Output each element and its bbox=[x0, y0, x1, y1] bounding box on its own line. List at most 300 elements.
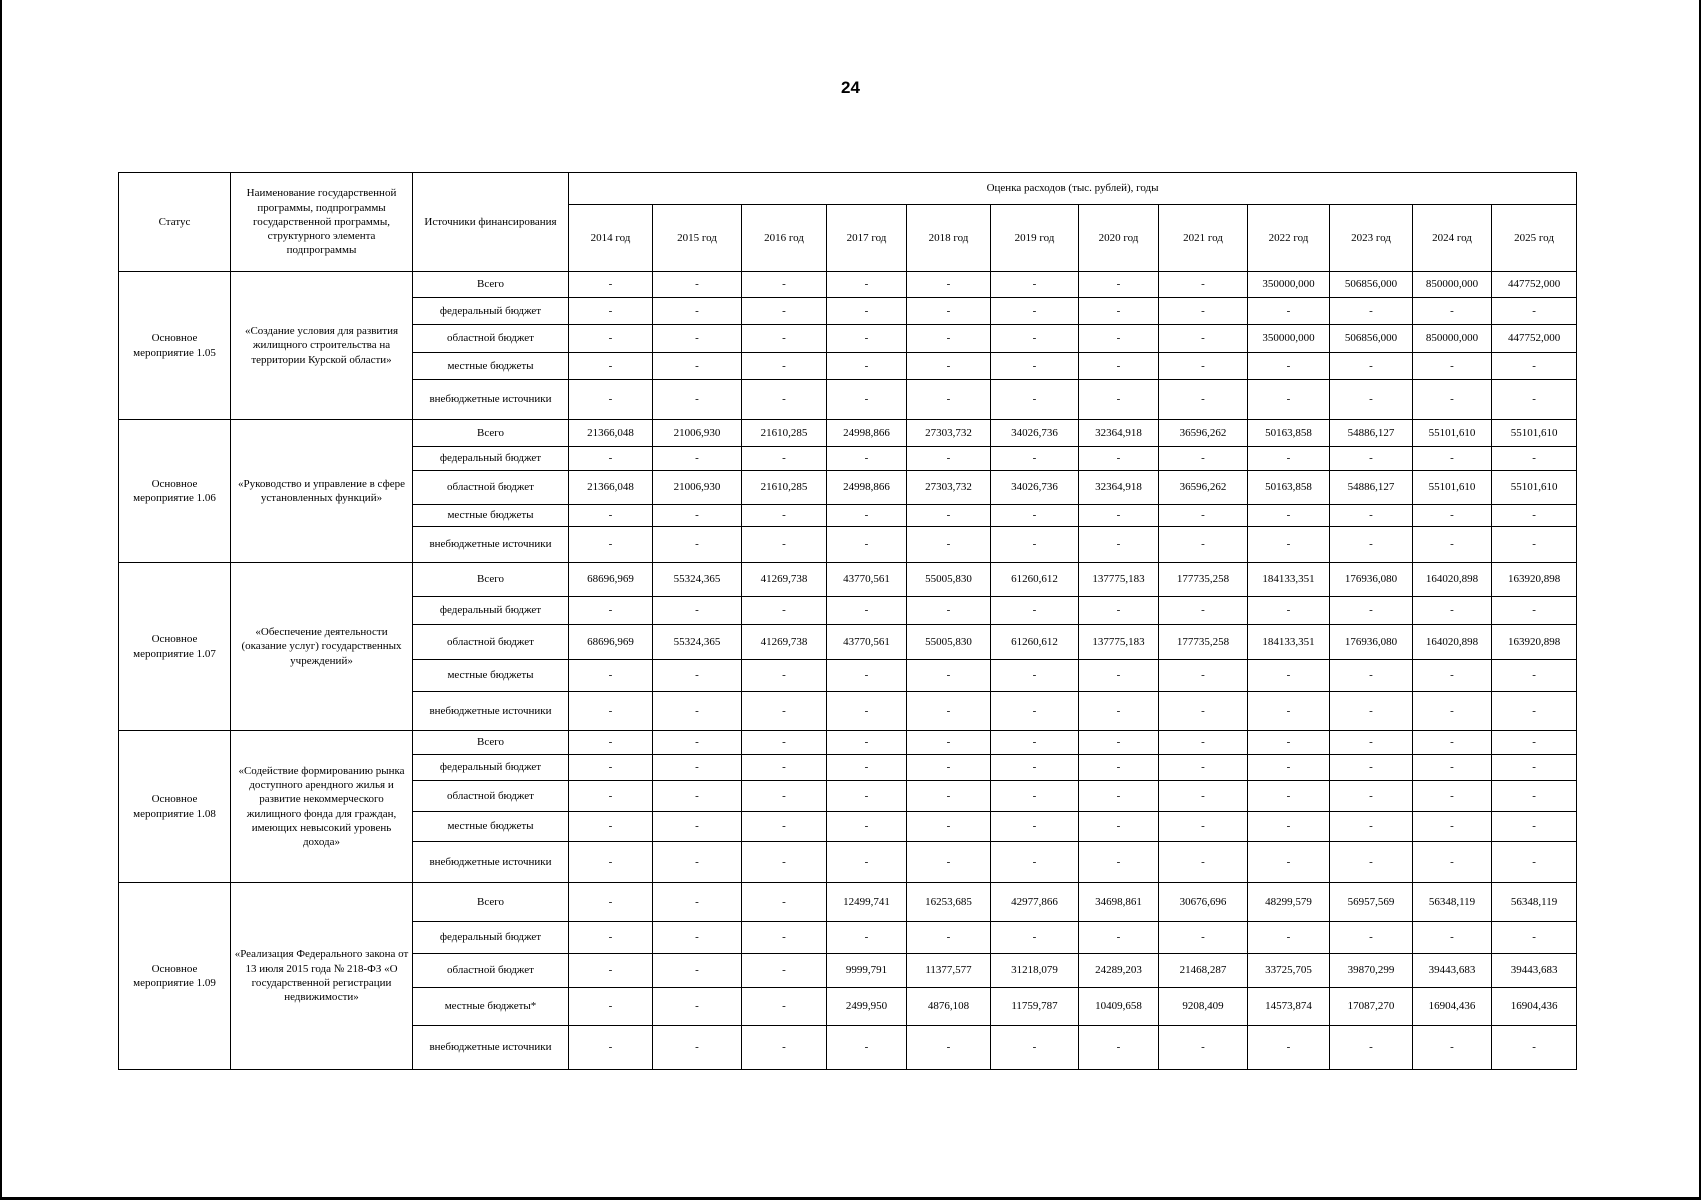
value-cell: - bbox=[1492, 842, 1577, 883]
value-cell: - bbox=[1413, 447, 1492, 471]
value-cell: 30676,696 bbox=[1159, 883, 1248, 922]
funding-source-cell: федеральный бюджет bbox=[413, 597, 569, 625]
value-cell: 447752,000 bbox=[1492, 272, 1577, 298]
value-cell: - bbox=[827, 527, 907, 563]
value-cell: - bbox=[1330, 922, 1413, 954]
value-cell: - bbox=[1413, 692, 1492, 731]
value-cell: 68696,969 bbox=[569, 563, 653, 597]
value-cell: 506856,000 bbox=[1330, 272, 1413, 298]
funding-source-cell: Всего bbox=[413, 883, 569, 922]
value-cell: - bbox=[827, 298, 907, 325]
value-cell: - bbox=[1159, 731, 1248, 755]
value-cell: - bbox=[1248, 527, 1330, 563]
value-cell: - bbox=[1492, 380, 1577, 420]
value-cell: 36596,262 bbox=[1159, 420, 1248, 447]
program-name-cell: «Руководство и управление в сфере установленных функций» bbox=[231, 420, 413, 563]
value-cell: - bbox=[653, 812, 742, 842]
value-cell: - bbox=[742, 692, 827, 731]
value-cell: 176936,080 bbox=[1330, 563, 1413, 597]
value-cell: - bbox=[653, 922, 742, 954]
value-cell: 50163,858 bbox=[1248, 471, 1330, 505]
funding-source-cell: Всего bbox=[413, 272, 569, 298]
header-estimate: Оценка расходов (тыс. рублей), годы bbox=[569, 173, 1577, 205]
value-cell: 24998,866 bbox=[827, 471, 907, 505]
header-year: 2019 год bbox=[991, 205, 1079, 272]
value-cell: - bbox=[1159, 755, 1248, 781]
value-cell: - bbox=[991, 298, 1079, 325]
value-cell: - bbox=[653, 842, 742, 883]
value-cell: - bbox=[1079, 447, 1159, 471]
value-cell: 21006,930 bbox=[653, 471, 742, 505]
table-row bbox=[119, 731, 1577, 755]
funding-source-cell: федеральный бюджет bbox=[413, 922, 569, 954]
value-cell: 506856,000 bbox=[1330, 325, 1413, 353]
value-cell: - bbox=[1159, 380, 1248, 420]
value-cell: - bbox=[1079, 380, 1159, 420]
value-cell: - bbox=[1079, 353, 1159, 380]
value-cell: 27303,732 bbox=[907, 471, 991, 505]
value-cell: - bbox=[907, 272, 991, 298]
value-cell: 177735,258 bbox=[1159, 563, 1248, 597]
value-cell: - bbox=[653, 527, 742, 563]
value-cell: 39443,683 bbox=[1492, 954, 1577, 988]
value-cell: - bbox=[1330, 298, 1413, 325]
value-cell: - bbox=[827, 272, 907, 298]
value-cell: - bbox=[907, 842, 991, 883]
value-cell: - bbox=[991, 731, 1079, 755]
value-cell: - bbox=[1330, 692, 1413, 731]
value-cell: 31218,079 bbox=[991, 954, 1079, 988]
value-cell: 34026,736 bbox=[991, 471, 1079, 505]
program-name-cell: «Реализация Федерального закона от 13 июля 2015 года № 218-ФЗ «О государственной регистрации недвижимости» bbox=[231, 883, 413, 1070]
value-cell: - bbox=[1330, 353, 1413, 380]
value-cell: - bbox=[1330, 755, 1413, 781]
value-cell: - bbox=[907, 781, 991, 812]
value-cell: - bbox=[1248, 731, 1330, 755]
value-cell: - bbox=[991, 660, 1079, 692]
program-name-cell: «Обеспечение деятельности (оказание услуг) государственных учреждений» bbox=[231, 563, 413, 731]
value-cell: - bbox=[1413, 597, 1492, 625]
value-cell: - bbox=[1330, 781, 1413, 812]
value-cell: - bbox=[742, 380, 827, 420]
value-cell: 56957,569 bbox=[1330, 883, 1413, 922]
value-cell: - bbox=[991, 781, 1079, 812]
value-cell: - bbox=[653, 272, 742, 298]
value-cell: - bbox=[653, 380, 742, 420]
value-cell: - bbox=[742, 883, 827, 922]
value-cell: 137775,183 bbox=[1079, 625, 1159, 660]
value-cell: - bbox=[827, 812, 907, 842]
value-cell: - bbox=[742, 922, 827, 954]
value-cell: 21468,287 bbox=[1159, 954, 1248, 988]
value-cell: - bbox=[1159, 298, 1248, 325]
value-cell: - bbox=[1330, 842, 1413, 883]
program-name-cell: «Содействие формированию рынка доступного арендного жилья и развитие некоммерческого жилищного фонда для граждан, имеющих невысокий уровень дохода» bbox=[231, 731, 413, 883]
value-cell: 9999,791 bbox=[827, 954, 907, 988]
value-cell: - bbox=[742, 988, 827, 1026]
value-cell: - bbox=[1248, 660, 1330, 692]
table-row bbox=[119, 883, 1577, 922]
value-cell: - bbox=[1079, 781, 1159, 812]
value-cell: - bbox=[1330, 447, 1413, 471]
value-cell: - bbox=[742, 505, 827, 527]
value-cell: - bbox=[653, 325, 742, 353]
value-cell: 36596,262 bbox=[1159, 471, 1248, 505]
value-cell: - bbox=[742, 755, 827, 781]
value-cell: - bbox=[1159, 597, 1248, 625]
header-year: 2020 год bbox=[1079, 205, 1159, 272]
value-cell: - bbox=[1492, 660, 1577, 692]
value-cell: - bbox=[1159, 842, 1248, 883]
value-cell: 2499,950 bbox=[827, 988, 907, 1026]
value-cell: - bbox=[991, 527, 1079, 563]
value-cell: - bbox=[653, 447, 742, 471]
value-cell: - bbox=[1079, 1026, 1159, 1070]
value-cell: 11377,577 bbox=[907, 954, 991, 988]
value-cell: 56348,119 bbox=[1492, 883, 1577, 922]
value-cell: 21006,930 bbox=[653, 420, 742, 447]
value-cell: - bbox=[1330, 527, 1413, 563]
header-year: 2025 год bbox=[1492, 205, 1577, 272]
value-cell: 43770,561 bbox=[827, 625, 907, 660]
value-cell: - bbox=[1079, 272, 1159, 298]
funding-source-cell: Всего bbox=[413, 731, 569, 755]
value-cell: - bbox=[569, 988, 653, 1026]
value-cell: 447752,000 bbox=[1492, 325, 1577, 353]
funding-source-cell: местные бюджеты* bbox=[413, 988, 569, 1026]
header-year: 2021 год bbox=[1159, 205, 1248, 272]
value-cell: 41269,738 bbox=[742, 563, 827, 597]
value-cell: - bbox=[1492, 1026, 1577, 1070]
value-cell: 55101,610 bbox=[1492, 471, 1577, 505]
value-cell: - bbox=[1492, 527, 1577, 563]
value-cell: 850000,000 bbox=[1413, 325, 1492, 353]
value-cell: 39443,683 bbox=[1413, 954, 1492, 988]
value-cell: - bbox=[1413, 1026, 1492, 1070]
value-cell: - bbox=[569, 883, 653, 922]
value-cell: - bbox=[1492, 731, 1577, 755]
value-cell: - bbox=[1330, 380, 1413, 420]
page-edge-left bbox=[0, 0, 2, 1200]
value-cell: - bbox=[827, 505, 907, 527]
value-cell: - bbox=[907, 597, 991, 625]
value-cell: - bbox=[827, 922, 907, 954]
funding-source-cell: федеральный бюджет bbox=[413, 447, 569, 471]
value-cell: - bbox=[1159, 692, 1248, 731]
header-year: 2017 год bbox=[827, 205, 907, 272]
value-cell: 350000,000 bbox=[1248, 325, 1330, 353]
value-cell: - bbox=[1248, 692, 1330, 731]
value-cell: - bbox=[1413, 380, 1492, 420]
funding-source-cell: внебюджетные источники bbox=[413, 842, 569, 883]
value-cell: 61260,612 bbox=[991, 625, 1079, 660]
value-cell: - bbox=[569, 1026, 653, 1070]
value-cell: 16904,436 bbox=[1492, 988, 1577, 1026]
value-cell: - bbox=[653, 1026, 742, 1070]
value-cell: - bbox=[653, 353, 742, 380]
value-cell: - bbox=[1248, 597, 1330, 625]
value-cell: - bbox=[569, 527, 653, 563]
value-cell: 24289,203 bbox=[1079, 954, 1159, 988]
value-cell: - bbox=[1159, 812, 1248, 842]
value-cell: - bbox=[1248, 380, 1330, 420]
value-cell: 54886,127 bbox=[1330, 471, 1413, 505]
value-cell: - bbox=[569, 842, 653, 883]
value-cell: 33725,705 bbox=[1248, 954, 1330, 988]
program-name-cell: «Создание условия для развития жилищного строительства на территории Курской области» bbox=[231, 272, 413, 420]
value-cell: - bbox=[827, 380, 907, 420]
value-cell: 41269,738 bbox=[742, 625, 827, 660]
value-cell: 54886,127 bbox=[1330, 420, 1413, 447]
value-cell: - bbox=[569, 505, 653, 527]
value-cell: - bbox=[742, 527, 827, 563]
value-cell: 55101,610 bbox=[1492, 420, 1577, 447]
value-cell: - bbox=[742, 1026, 827, 1070]
funding-source-cell: Всего bbox=[413, 563, 569, 597]
status-cell: Основное мероприятие 1.05 bbox=[119, 272, 231, 420]
value-cell: - bbox=[1079, 731, 1159, 755]
value-cell: - bbox=[907, 298, 991, 325]
value-cell: - bbox=[742, 781, 827, 812]
value-cell: - bbox=[1413, 527, 1492, 563]
value-cell: - bbox=[1330, 812, 1413, 842]
value-cell: - bbox=[569, 597, 653, 625]
value-cell: - bbox=[1079, 298, 1159, 325]
value-cell: - bbox=[1079, 597, 1159, 625]
value-cell: - bbox=[907, 353, 991, 380]
header-year: 2024 год bbox=[1413, 205, 1492, 272]
value-cell: - bbox=[569, 380, 653, 420]
value-cell: 32364,918 bbox=[1079, 471, 1159, 505]
value-cell: - bbox=[1159, 272, 1248, 298]
value-cell: - bbox=[1330, 660, 1413, 692]
value-cell: - bbox=[991, 755, 1079, 781]
header-status: Статус bbox=[119, 173, 231, 272]
value-cell: - bbox=[1248, 842, 1330, 883]
value-cell: - bbox=[1413, 731, 1492, 755]
value-cell: - bbox=[569, 731, 653, 755]
value-cell: - bbox=[742, 353, 827, 380]
value-cell: 24998,866 bbox=[827, 420, 907, 447]
value-cell: - bbox=[1159, 1026, 1248, 1070]
value-cell: 61260,612 bbox=[991, 563, 1079, 597]
value-cell: - bbox=[1492, 353, 1577, 380]
value-cell: 43770,561 bbox=[827, 563, 907, 597]
funding-source-cell: внебюджетные источники bbox=[413, 527, 569, 563]
value-cell: 350000,000 bbox=[1248, 272, 1330, 298]
value-cell: - bbox=[569, 325, 653, 353]
value-cell: - bbox=[827, 447, 907, 471]
value-cell: - bbox=[907, 755, 991, 781]
funding-source-cell: областной бюджет bbox=[413, 954, 569, 988]
value-cell: - bbox=[827, 353, 907, 380]
value-cell: - bbox=[569, 954, 653, 988]
value-cell: - bbox=[569, 272, 653, 298]
value-cell: - bbox=[1330, 731, 1413, 755]
value-cell: - bbox=[1079, 755, 1159, 781]
value-cell: - bbox=[907, 325, 991, 353]
funding-source-cell: внебюджетные источники bbox=[413, 692, 569, 731]
status-cell: Основное мероприятие 1.08 bbox=[119, 731, 231, 883]
value-cell: - bbox=[653, 298, 742, 325]
value-cell: - bbox=[827, 597, 907, 625]
value-cell: - bbox=[1492, 922, 1577, 954]
value-cell: - bbox=[991, 447, 1079, 471]
value-cell: - bbox=[653, 660, 742, 692]
header-name: Наименование государственной программы, подпрограммы государственной программы, структурного элемента подпрограммы bbox=[231, 173, 413, 272]
value-cell: - bbox=[653, 954, 742, 988]
value-cell: 17087,270 bbox=[1330, 988, 1413, 1026]
header-year: 2015 год bbox=[653, 205, 742, 272]
value-cell: - bbox=[907, 505, 991, 527]
value-cell: - bbox=[1413, 842, 1492, 883]
funding-source-cell: областной бюджет bbox=[413, 471, 569, 505]
value-cell: - bbox=[991, 380, 1079, 420]
value-cell: - bbox=[1159, 527, 1248, 563]
value-cell: - bbox=[1413, 353, 1492, 380]
value-cell: - bbox=[907, 731, 991, 755]
value-cell: 4876,108 bbox=[907, 988, 991, 1026]
value-cell: 55101,610 bbox=[1413, 420, 1492, 447]
table-row bbox=[119, 563, 1577, 597]
value-cell: - bbox=[1413, 781, 1492, 812]
value-cell: 55324,365 bbox=[653, 563, 742, 597]
value-cell: - bbox=[827, 692, 907, 731]
value-cell: 10409,658 bbox=[1079, 988, 1159, 1026]
value-cell: - bbox=[653, 692, 742, 731]
value-cell: - bbox=[907, 527, 991, 563]
value-cell: - bbox=[653, 755, 742, 781]
value-cell: - bbox=[742, 272, 827, 298]
value-cell: - bbox=[569, 755, 653, 781]
budget-table bbox=[118, 172, 1577, 1070]
value-cell: - bbox=[991, 1026, 1079, 1070]
value-cell: - bbox=[1159, 922, 1248, 954]
funding-source-cell: областной бюджет bbox=[413, 781, 569, 812]
value-cell: 16253,685 bbox=[907, 883, 991, 922]
value-cell: - bbox=[907, 922, 991, 954]
value-cell: - bbox=[1248, 1026, 1330, 1070]
header-year: 2023 год bbox=[1330, 205, 1413, 272]
value-cell: - bbox=[1079, 505, 1159, 527]
value-cell: 176936,080 bbox=[1330, 625, 1413, 660]
value-cell: - bbox=[1159, 353, 1248, 380]
value-cell: - bbox=[653, 883, 742, 922]
header-year: 2018 год bbox=[907, 205, 991, 272]
value-cell: 27303,732 bbox=[907, 420, 991, 447]
value-cell: - bbox=[1159, 660, 1248, 692]
header-sources: Источники финансирования bbox=[413, 173, 569, 272]
value-cell: 21366,048 bbox=[569, 471, 653, 505]
value-cell: 9208,409 bbox=[1159, 988, 1248, 1026]
funding-source-cell: областной бюджет bbox=[413, 625, 569, 660]
value-cell: 11759,787 bbox=[991, 988, 1079, 1026]
value-cell: 39870,299 bbox=[1330, 954, 1413, 988]
value-cell: - bbox=[991, 597, 1079, 625]
value-cell: - bbox=[1079, 692, 1159, 731]
value-cell: - bbox=[1159, 505, 1248, 527]
funding-source-cell: местные бюджеты bbox=[413, 353, 569, 380]
header-year: 2016 год bbox=[742, 205, 827, 272]
value-cell: - bbox=[991, 505, 1079, 527]
value-cell: - bbox=[1079, 812, 1159, 842]
value-cell: - bbox=[653, 597, 742, 625]
value-cell: - bbox=[827, 1026, 907, 1070]
value-cell: - bbox=[1330, 505, 1413, 527]
value-cell: 21610,285 bbox=[742, 420, 827, 447]
value-cell: 137775,183 bbox=[1079, 563, 1159, 597]
value-cell: - bbox=[1248, 812, 1330, 842]
value-cell: - bbox=[827, 731, 907, 755]
value-cell: - bbox=[1248, 781, 1330, 812]
value-cell: 163920,898 bbox=[1492, 563, 1577, 597]
value-cell: - bbox=[742, 298, 827, 325]
value-cell: 16904,436 bbox=[1413, 988, 1492, 1026]
value-cell: - bbox=[742, 447, 827, 471]
value-cell: 68696,969 bbox=[569, 625, 653, 660]
value-cell: - bbox=[907, 380, 991, 420]
value-cell: 164020,898 bbox=[1413, 563, 1492, 597]
value-cell: 164020,898 bbox=[1413, 625, 1492, 660]
value-cell: - bbox=[1159, 781, 1248, 812]
value-cell: - bbox=[991, 353, 1079, 380]
value-cell: - bbox=[569, 298, 653, 325]
value-cell: - bbox=[991, 842, 1079, 883]
value-cell: 42977,866 bbox=[991, 883, 1079, 922]
value-cell: - bbox=[742, 597, 827, 625]
value-cell: - bbox=[1159, 325, 1248, 353]
value-cell: - bbox=[653, 731, 742, 755]
value-cell: 32364,918 bbox=[1079, 420, 1159, 447]
value-cell: - bbox=[1492, 298, 1577, 325]
value-cell: - bbox=[569, 447, 653, 471]
value-cell: - bbox=[742, 660, 827, 692]
funding-source-cell: федеральный бюджет bbox=[413, 298, 569, 325]
table-row bbox=[119, 420, 1577, 447]
value-cell: - bbox=[907, 660, 991, 692]
value-cell: - bbox=[1413, 812, 1492, 842]
status-cell: Основное мероприятие 1.09 bbox=[119, 883, 231, 1070]
value-cell: - bbox=[1248, 298, 1330, 325]
value-cell: - bbox=[742, 812, 827, 842]
value-cell: 21610,285 bbox=[742, 471, 827, 505]
value-cell: - bbox=[827, 660, 907, 692]
value-cell: - bbox=[991, 922, 1079, 954]
value-cell: 163920,898 bbox=[1492, 625, 1577, 660]
value-cell: - bbox=[1248, 505, 1330, 527]
value-cell: - bbox=[653, 505, 742, 527]
value-cell: - bbox=[1492, 812, 1577, 842]
value-cell: - bbox=[569, 660, 653, 692]
value-cell: - bbox=[1413, 298, 1492, 325]
value-cell: 850000,000 bbox=[1413, 272, 1492, 298]
funding-source-cell: областной бюджет bbox=[413, 325, 569, 353]
value-cell: - bbox=[569, 812, 653, 842]
funding-source-cell: внебюджетные источники bbox=[413, 380, 569, 420]
value-cell: - bbox=[1492, 755, 1577, 781]
value-cell: - bbox=[1413, 660, 1492, 692]
value-cell: - bbox=[569, 692, 653, 731]
value-cell: 55101,610 bbox=[1413, 471, 1492, 505]
value-cell: - bbox=[1079, 842, 1159, 883]
value-cell: - bbox=[742, 842, 827, 883]
value-cell: 55005,830 bbox=[907, 563, 991, 597]
value-cell: - bbox=[1492, 597, 1577, 625]
value-cell: - bbox=[569, 781, 653, 812]
value-cell: - bbox=[742, 325, 827, 353]
value-cell: - bbox=[742, 954, 827, 988]
status-cell: Основное мероприятие 1.07 bbox=[119, 563, 231, 731]
